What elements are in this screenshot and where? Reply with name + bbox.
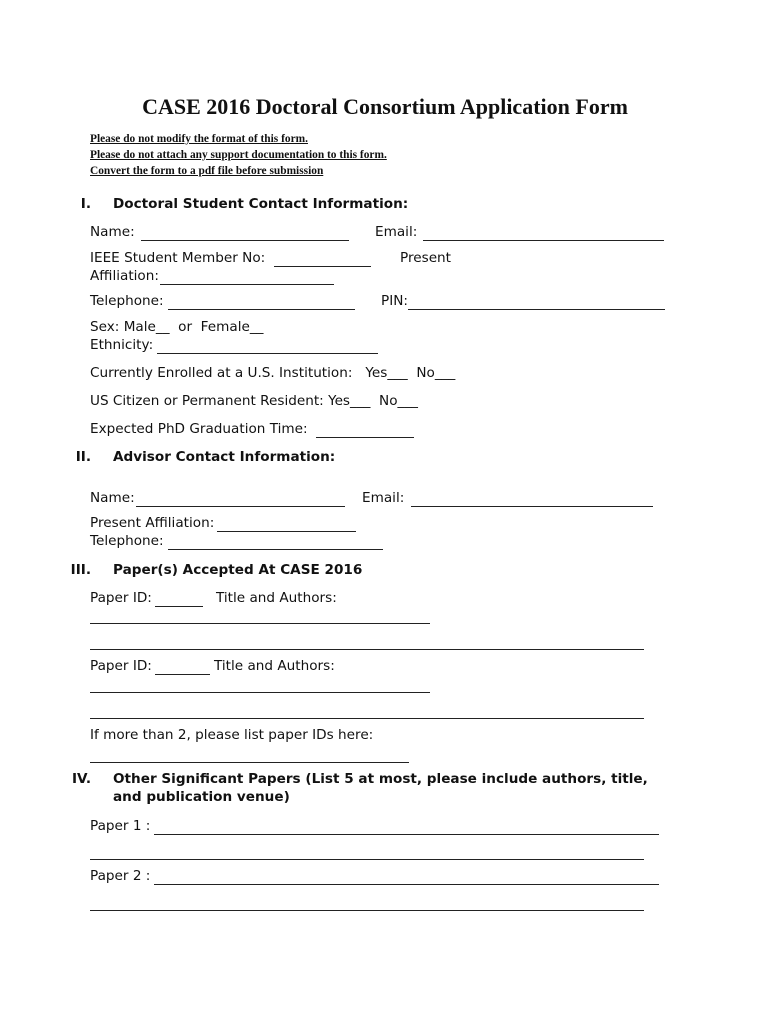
- paper-id-2-label: Paper ID:: [90, 658, 152, 674]
- other-paper-1-field-line-1[interactable]: [154, 834, 659, 835]
- citizen-field[interactable]: US Citizen or Permanent Resident: Yes___ No___: [90, 393, 418, 409]
- student-name-field[interactable]: [141, 240, 349, 241]
- student-email-field[interactable]: [423, 240, 664, 241]
- advisor-name-field[interactable]: [136, 506, 345, 507]
- title-authors-2-field-line-2[interactable]: [90, 718, 644, 719]
- section-3-number: III.: [70, 562, 91, 578]
- present-label: Present: [400, 250, 452, 266]
- student-telephone-field[interactable]: [168, 309, 355, 310]
- section-1-number: I.: [80, 196, 91, 212]
- other-paper-2-label: Paper 2 :: [90, 868, 151, 884]
- more-papers-label: If more than 2, please list paper IDs here:: [90, 727, 374, 743]
- paper-id-2-field[interactable]: [155, 674, 210, 675]
- title-authors-1-label: Title and Authors:: [216, 590, 337, 606]
- title-authors-2-label: Title and Authors:: [214, 658, 335, 674]
- sex-field[interactable]: Sex: Male__ or Female__: [90, 319, 264, 335]
- student-name-label: Name:: [90, 224, 135, 240]
- advisor-name-label: Name:: [90, 490, 135, 506]
- other-paper-2-field-line-2[interactable]: [90, 910, 644, 911]
- graduation-field[interactable]: [316, 437, 414, 438]
- advisor-telephone-field[interactable]: [168, 549, 383, 550]
- title-authors-2-field-line-1[interactable]: [90, 692, 430, 693]
- title-authors-1-field-line-2[interactable]: [90, 649, 644, 650]
- advisor-telephone-label: Telephone:: [90, 533, 164, 549]
- student-email-label: Email:: [375, 224, 418, 240]
- section-2-number: II.: [75, 449, 91, 465]
- student-affiliation-label: Affiliation:: [90, 268, 159, 284]
- advisor-email-label: Email:: [362, 490, 405, 506]
- section-4-title-line-2: and publication venue): [113, 789, 290, 805]
- advisor-email-field[interactable]: [411, 506, 653, 507]
- ethnicity-label: Ethnicity:: [90, 337, 154, 353]
- other-paper-1-label: Paper 1 :: [90, 818, 151, 834]
- advisor-affiliation-label: Present Affiliation:: [90, 515, 215, 531]
- paper-id-1-field[interactable]: [155, 606, 203, 607]
- advisor-affiliation-field[interactable]: [217, 531, 356, 532]
- section-3-title: Paper(s) Accepted At CASE 2016: [113, 562, 363, 578]
- pin-label: PIN:: [381, 293, 408, 309]
- page-title: CASE 2016 Doctoral Consortium Application Form: [142, 94, 628, 119]
- graduation-label: Expected PhD Graduation Time:: [90, 421, 308, 437]
- section-1-title: Doctoral Student Contact Information:: [113, 196, 409, 212]
- ieee-member-field[interactable]: [274, 266, 371, 267]
- ethnicity-field[interactable]: [157, 353, 378, 354]
- title-authors-1-field-line-1[interactable]: [90, 623, 430, 624]
- enrolled-field[interactable]: Currently Enrolled at a U.S. Institution: Yes___ No___: [90, 365, 456, 381]
- note-attach: Please do not attach any support documentation to this form.: [90, 149, 387, 161]
- other-paper-2-field-line-1[interactable]: [154, 884, 659, 885]
- note-convert: Convert the form to a pdf file before submission: [90, 165, 324, 177]
- more-papers-field[interactable]: [90, 762, 409, 763]
- other-paper-1-field-line-2[interactable]: [90, 859, 644, 860]
- ieee-member-label: IEEE Student Member No:: [90, 250, 266, 266]
- student-telephone-label: Telephone:: [90, 293, 164, 309]
- note-format: Please do not modify the format of this form.: [90, 133, 308, 145]
- paper-id-1-label: Paper ID:: [90, 590, 152, 606]
- section-2-title: Advisor Contact Information:: [113, 449, 336, 465]
- section-4-number: IV.: [72, 771, 91, 787]
- student-affiliation-field[interactable]: [160, 284, 334, 285]
- section-4-title-line-1: Other Significant Papers (List 5 at most, please include authors, title,: [113, 771, 648, 787]
- pin-field[interactable]: [408, 309, 665, 310]
